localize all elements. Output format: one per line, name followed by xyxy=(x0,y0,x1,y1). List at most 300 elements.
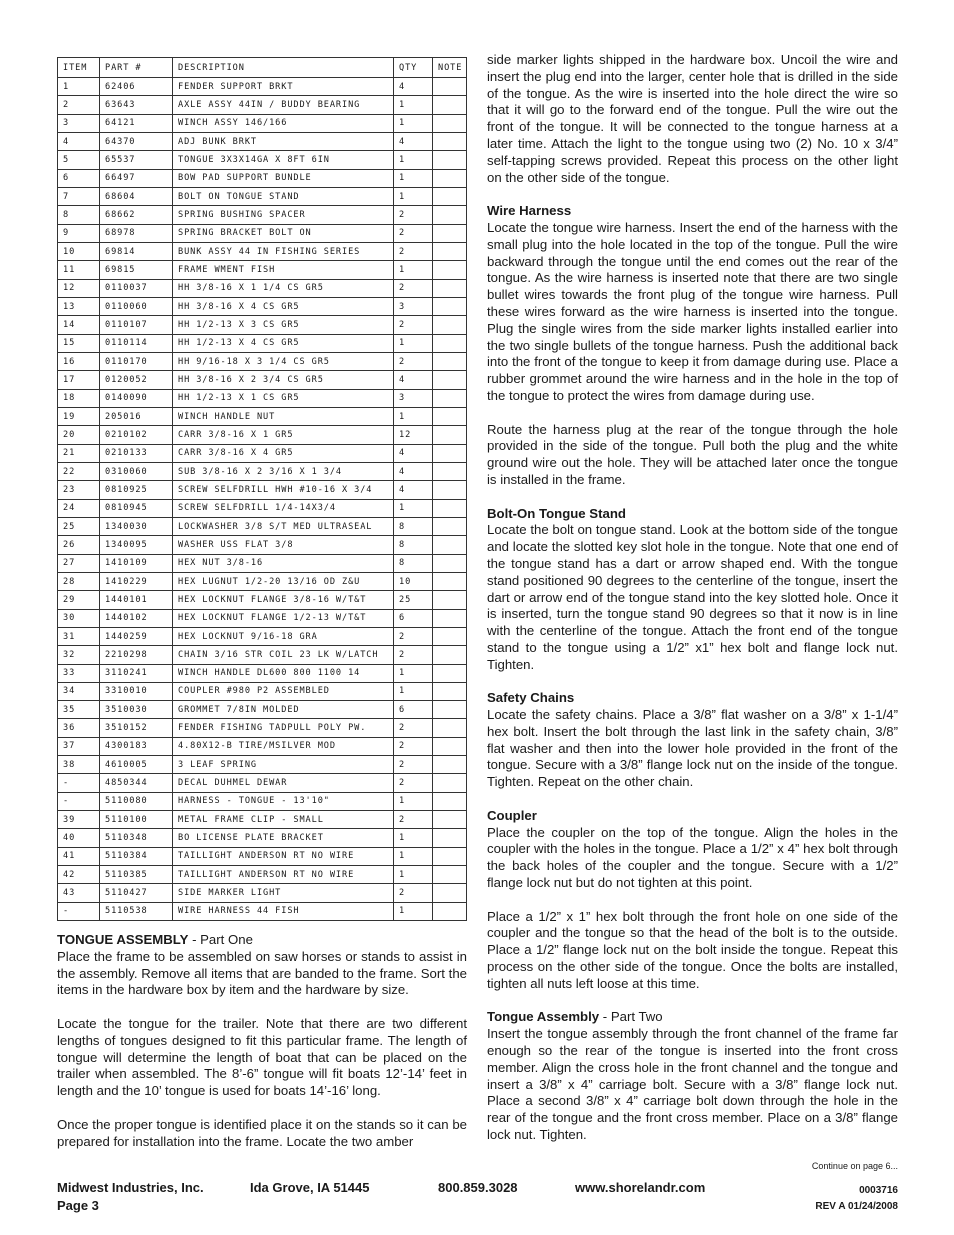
cell-description: HH 1/2-13 X 4 CS GR5 xyxy=(173,334,394,352)
cell-item: 15 xyxy=(58,334,100,352)
cell-item: 6 xyxy=(58,169,100,187)
cell-note xyxy=(433,902,467,920)
cell-part-number: 69814 xyxy=(100,242,173,260)
cell-description: CARR 3/8-16 X 4 GR5 xyxy=(173,444,394,462)
cell-item: 4 xyxy=(58,132,100,150)
cell-qty: 1 xyxy=(394,499,433,517)
cell-item: 9 xyxy=(58,224,100,242)
cell-note xyxy=(433,646,467,664)
cell-description: WIRE HARNESS 44 FISH xyxy=(173,902,394,920)
table-row xyxy=(58,609,467,627)
cell-qty: 2 xyxy=(394,206,433,224)
cell-part-number: 0210133 xyxy=(100,444,173,462)
cell-item: 12 xyxy=(58,279,100,297)
cell-note xyxy=(433,866,467,884)
cell-item: 13 xyxy=(58,297,100,315)
right-text-column xyxy=(487,52,898,1144)
cell-part-number: 0310060 xyxy=(100,462,173,480)
table-row xyxy=(58,78,467,96)
cell-qty: 1 xyxy=(394,261,433,279)
cell-item: 28 xyxy=(58,572,100,590)
cell-part-number: 68662 xyxy=(100,206,173,224)
table-row xyxy=(58,572,467,590)
cell-part-number: 0110107 xyxy=(100,316,173,334)
cell-item: 37 xyxy=(58,737,100,755)
section-heading: Tongue Assembly xyxy=(487,1009,600,1025)
cell-item: 39 xyxy=(58,811,100,829)
cell-note xyxy=(433,847,467,865)
footer-doc-number: 0003716 xyxy=(859,1185,898,1196)
table-row xyxy=(58,169,467,187)
cell-description: WINCH HANDLE NUT xyxy=(173,407,394,425)
cell-note xyxy=(433,371,467,389)
cell-part-number: 3510152 xyxy=(100,719,173,737)
table-row xyxy=(58,646,467,664)
cell-item: 40 xyxy=(58,829,100,847)
cell-qty: 2 xyxy=(394,279,433,297)
cell-note xyxy=(433,884,467,902)
cell-item: 5 xyxy=(58,151,100,169)
cell-note xyxy=(433,187,467,205)
cell-note xyxy=(433,572,467,590)
cell-note xyxy=(433,481,467,499)
cell-part-number: 0810925 xyxy=(100,481,173,499)
cell-part-number: 64370 xyxy=(100,132,173,150)
cell-description: ADJ BUNK BRKT xyxy=(173,132,394,150)
table-row xyxy=(58,96,467,114)
header-description: DESCRIPTION xyxy=(173,58,394,78)
cell-item: 29 xyxy=(58,591,100,609)
cell-part-number: 68978 xyxy=(100,224,173,242)
cell-note xyxy=(433,499,467,517)
paragraph: Insert the tongue assembly through the front channel of the frame far enough so the rear of the tongue is inserted into the front cross member. Align the cross hole in the front channel and the tongue and insert a 3/8” x 4” carriage bolt. Secure with a 3/8” flange lock nut. Place a second 3/8” x 4” carriage bolt down through the hole in the rear of the tongue and the front cross member. Place on a 3/8” flange lock nut. Tighten. xyxy=(487,1026,898,1142)
cell-description: HH 1/2-13 X 1 CS GR5 xyxy=(173,389,394,407)
cell-description: TAILLIGHT ANDERSON RT NO WIRE xyxy=(173,866,394,884)
cell-item: 22 xyxy=(58,462,100,480)
cell-item: 42 xyxy=(58,866,100,884)
cell-item: 30 xyxy=(58,609,100,627)
table-row xyxy=(58,902,467,920)
cell-part-number: 2210298 xyxy=(100,646,173,664)
cell-note xyxy=(433,719,467,737)
tongue-assembly-part-one-heading xyxy=(57,932,467,949)
cell-qty: 2 xyxy=(394,352,433,370)
safety-chains-heading: Safety Chains xyxy=(487,690,575,706)
cell-item: - xyxy=(58,792,100,810)
cell-note xyxy=(433,132,467,150)
cell-item: 3 xyxy=(58,114,100,132)
cell-part-number: 1410229 xyxy=(100,572,173,590)
cell-part-number: 0110037 xyxy=(100,279,173,297)
paragraph: Locate the safety chains. Place a 3/8” flat washer on a 3/8” x 1-1/4” hex bolt. Insert the bolt through the last link in the safety chain, 3/8” flat washer and then into the lower hole provided in the front of the tongue. Secure with a 3/8” flange lock nut on the inside of the tongue. Tighten. Repeat on the other chain. xyxy=(487,707,898,790)
cell-part-number: 0140090 xyxy=(100,389,173,407)
cell-part-number: 4610005 xyxy=(100,756,173,774)
cell-description: FRAME WMENT FISH xyxy=(173,261,394,279)
cell-item: 1 xyxy=(58,78,100,96)
cell-qty: 4 xyxy=(394,462,433,480)
cell-note xyxy=(433,792,467,810)
cell-part-number: 205016 xyxy=(100,407,173,425)
footer-city: Ida Grove, IA 51445 xyxy=(250,1180,370,1195)
cell-item: 18 xyxy=(58,389,100,407)
cell-description: FENDER SUPPORT BRKT xyxy=(173,78,394,96)
header-item: ITEM xyxy=(58,58,100,78)
cell-description: METAL FRAME CLIP - SMALL xyxy=(173,811,394,829)
cell-item: 36 xyxy=(58,719,100,737)
cell-part-number: 5110538 xyxy=(100,902,173,920)
section-subheading: - Part One xyxy=(188,932,253,947)
cell-item: 19 xyxy=(58,407,100,425)
cell-note xyxy=(433,701,467,719)
cell-part-number: 1440102 xyxy=(100,609,173,627)
cell-part-number: 0110060 xyxy=(100,297,173,315)
cell-note xyxy=(433,536,467,554)
cell-description: HH 9/16-18 X 3 1/4 CS GR5 xyxy=(173,352,394,370)
table-row xyxy=(58,334,467,352)
cell-description: SCREW SELFDRILL 1/4-14X3/4 xyxy=(173,499,394,517)
cell-note xyxy=(433,224,467,242)
table-row xyxy=(58,224,467,242)
cell-description: CHAIN 3/16 STR COIL 23 LK W/LATCH xyxy=(173,646,394,664)
table-row xyxy=(58,884,467,902)
table-row xyxy=(58,536,467,554)
cell-note xyxy=(433,737,467,755)
cell-qty: 6 xyxy=(394,701,433,719)
cell-item: 10 xyxy=(58,242,100,260)
footer-page-number: Page 3 xyxy=(57,1198,99,1213)
cell-description: TAILLIGHT ANDERSON RT NO WIRE xyxy=(173,847,394,865)
cell-part-number: 1340095 xyxy=(100,536,173,554)
cell-description: BO LICENSE PLATE BRACKET xyxy=(173,829,394,847)
cell-qty: 2 xyxy=(394,242,433,260)
table-row xyxy=(58,242,467,260)
cell-description: DECAL DUHMEL DEWAR xyxy=(173,774,394,792)
footer-website: www.shorelandr.com xyxy=(575,1180,706,1195)
table-row xyxy=(58,407,467,425)
table-row xyxy=(58,737,467,755)
table-row xyxy=(58,316,467,334)
table-row xyxy=(58,847,467,865)
cell-note xyxy=(433,664,467,682)
bolt-on-tongue-stand-heading: Bolt-On Tongue Stand xyxy=(487,505,626,521)
cell-qty: 1 xyxy=(394,96,433,114)
paragraph: Locate the tongue for the trailer. Note that there are two different lengths of tongues designed to fit this particular frame. The length of tongue will determine the length of boat that can be placed on the trailer when assembled. The 8’-6” tongue will fit boats 12’-14’ feet in length and the 10’ tongue is used for boats 14’-16’ long. xyxy=(57,1015,467,1099)
cell-qty: 2 xyxy=(394,316,433,334)
table-row xyxy=(58,151,467,169)
table-row xyxy=(58,499,467,517)
cell-description: HH 3/8-16 X 4 CS GR5 xyxy=(173,297,394,315)
cell-qty: 1 xyxy=(394,151,433,169)
footer-revision: REV A 01/24/2008 xyxy=(815,1201,898,1212)
cell-description: WINCH ASSY 146/166 xyxy=(173,114,394,132)
cell-item: 23 xyxy=(58,481,100,499)
cell-note xyxy=(433,151,467,169)
cell-qty: 8 xyxy=(394,536,433,554)
cell-qty: 1 xyxy=(394,792,433,810)
paragraph: Place the frame to be assembled on saw horses or stands to assist in the assembly. Remove all items that are banded to the frame. Sort the items in the hardware box by item and the hardware by size. xyxy=(57,948,467,998)
cell-qty: 1 xyxy=(394,187,433,205)
cell-description: LOCKWASHER 3/8 S/T MED ULTRASEAL xyxy=(173,517,394,535)
cell-qty: 25 xyxy=(394,591,433,609)
cell-note xyxy=(433,279,467,297)
cell-qty: 2 xyxy=(394,884,433,902)
table-row xyxy=(58,481,467,499)
cell-description: HEX LUGNUT 1/2-20 13/16 OD Z&U xyxy=(173,572,394,590)
cell-note xyxy=(433,334,467,352)
cell-item: - xyxy=(58,902,100,920)
cell-description: COUPLER #980 P2 ASSEMBLED xyxy=(173,682,394,700)
parts-table-body xyxy=(58,78,467,921)
section-subheading: - Part Two xyxy=(599,1009,663,1025)
cell-item: 27 xyxy=(58,554,100,572)
cell-item: 24 xyxy=(58,499,100,517)
parts-list-table xyxy=(57,57,467,921)
table-row xyxy=(58,389,467,407)
table-row xyxy=(58,682,467,700)
cell-note xyxy=(433,96,467,114)
cell-part-number: 0810945 xyxy=(100,499,173,517)
cell-note xyxy=(433,444,467,462)
table-row xyxy=(58,756,467,774)
cell-item: 26 xyxy=(58,536,100,554)
table-row xyxy=(58,829,467,847)
cell-note xyxy=(433,426,467,444)
cell-note xyxy=(433,297,467,315)
table-row xyxy=(58,426,467,444)
cell-note xyxy=(433,517,467,535)
cell-note xyxy=(433,169,467,187)
table-header-row xyxy=(58,58,467,78)
cell-description: HEX LOCKNUT 9/16-18 GRA xyxy=(173,627,394,645)
header-note: NOTE xyxy=(433,58,467,78)
cell-qty: 4 xyxy=(394,78,433,96)
cell-qty: 3 xyxy=(394,389,433,407)
cell-part-number: 1440259 xyxy=(100,627,173,645)
footer-company: Midwest Industries, Inc. xyxy=(57,1180,204,1195)
continue-note: Continue on page 6... xyxy=(811,1161,898,1171)
cell-description: BOLT ON TONGUE STAND xyxy=(173,187,394,205)
table-row xyxy=(58,114,467,132)
cell-description: FENDER FISHING TADPULL POLY PW. xyxy=(173,719,394,737)
cell-description: HH 3/8-16 X 2 3/4 CS GR5 xyxy=(173,371,394,389)
cell-item: 8 xyxy=(58,206,100,224)
cell-description: GROMMET 7/8IN MOLDED xyxy=(173,701,394,719)
cell-item: 2 xyxy=(58,96,100,114)
cell-qty: 1 xyxy=(394,682,433,700)
table-row xyxy=(58,132,467,150)
cell-part-number: 4850344 xyxy=(100,774,173,792)
cell-part-number: 3510030 xyxy=(100,701,173,719)
cell-part-number: 3310010 xyxy=(100,682,173,700)
cell-qty: 6 xyxy=(394,609,433,627)
cell-note xyxy=(433,554,467,572)
cell-qty: 8 xyxy=(394,554,433,572)
cell-qty: 2 xyxy=(394,719,433,737)
cell-part-number: 4300183 xyxy=(100,737,173,755)
cell-item: 21 xyxy=(58,444,100,462)
cell-part-number: 66497 xyxy=(100,169,173,187)
cell-item: 31 xyxy=(58,627,100,645)
paragraph: Once the proper tongue is identified place it on the stands so it can be prepared for installation into the frame. Locate the two amber xyxy=(57,1116,467,1149)
cell-note xyxy=(433,682,467,700)
cell-description: SCREW SELFDRILL HWH #10-16 X 3/4 xyxy=(173,481,394,499)
table-row xyxy=(58,701,467,719)
cell-note xyxy=(433,811,467,829)
cell-note xyxy=(433,316,467,334)
cell-part-number: 5110384 xyxy=(100,847,173,865)
wire-harness-heading: Wire Harness xyxy=(487,203,572,219)
cell-note xyxy=(433,591,467,609)
table-row xyxy=(58,554,467,572)
cell-description: BUNK ASSY 44 IN FISHING SERIES xyxy=(173,242,394,260)
cell-qty: 2 xyxy=(394,756,433,774)
cell-qty: 2 xyxy=(394,627,433,645)
cell-part-number: 1410109 xyxy=(100,554,173,572)
table-row xyxy=(58,297,467,315)
cell-note xyxy=(433,829,467,847)
table-row xyxy=(58,462,467,480)
cell-part-number: 1340030 xyxy=(100,517,173,535)
table-row xyxy=(58,187,467,205)
cell-qty: 3 xyxy=(394,297,433,315)
paragraph: Locate the tongue wire harness. Insert the end of the harness with the small plug into the hole located in the top of the tongue. Pull the wire backward through the tongue until the end comes out the rear of the tongue. As the wire harness is inserted note that there are two single bullet wires towards the front plug of the tongue wire harness. Pull these wires forward as the wire harness is inserted into the tongue. Plug the single wires from the side marker lights installed earlier into the two single bullets of the tongue harness. Push the additional back into the front of the tongue to keep it from damage during use. Place a rubber grommet around the wire harness and in the hole in the top of the tongue to protect the wires from damage during use. xyxy=(487,219,898,403)
cell-description: HH 3/8-16 X 1 1/4 CS GR5 xyxy=(173,279,394,297)
cell-description: SPRING BUSHING SPACER xyxy=(173,206,394,224)
cell-note xyxy=(433,609,467,627)
paragraph: Place a 1/2” x 1” hex bolt through the front hole on one side of the coupler and the tongue so that the head of the bolt is to the outside. Place a 1/2” flange lock nut on the bolt inside the tongue. Repeat this process on the other side of the tongue. Once the bolts are installed, tighten all nuts left loose at this time. xyxy=(487,908,898,991)
cell-description: 4.80X12-B TIRE/MSILVER MOD xyxy=(173,737,394,755)
cell-description: SUB 3/8-16 X 2 3/16 X 1 3/4 xyxy=(173,462,394,480)
cell-qty: 1 xyxy=(394,847,433,865)
footer-phone: 800.859.3028 xyxy=(438,1180,518,1195)
cell-item: 11 xyxy=(58,261,100,279)
cell-item: 34 xyxy=(58,682,100,700)
cell-qty: 8 xyxy=(394,517,433,535)
cell-description: 3 LEAF SPRING xyxy=(173,756,394,774)
cell-qty: 2 xyxy=(394,224,433,242)
cell-part-number: 0120052 xyxy=(100,371,173,389)
cell-part-number: 5110427 xyxy=(100,884,173,902)
cell-item: 35 xyxy=(58,701,100,719)
paragraph: Place the coupler on the top of the tongue. Align the holes in the coupler with the holes in the tongue. Place a 1/2” x 4” hex bolt through the back holes of the coupler and the tongue. Secure with a 1/2” flange lock nut but do not tighten at this point. xyxy=(487,824,898,891)
cell-part-number: 5110080 xyxy=(100,792,173,810)
table-row xyxy=(58,792,467,810)
cell-note xyxy=(433,462,467,480)
cell-description: HEX NUT 3/8-16 xyxy=(173,554,394,572)
cell-item: 14 xyxy=(58,316,100,334)
table-row xyxy=(58,206,467,224)
cell-qty: 1 xyxy=(394,169,433,187)
cell-note xyxy=(433,206,467,224)
header-part-number: PART # xyxy=(100,58,173,78)
table-row xyxy=(58,279,467,297)
cell-description: TONGUE 3X3X14GA X 8FT 6IN xyxy=(173,151,394,169)
cell-item: 32 xyxy=(58,646,100,664)
tongue-assembly-part-two-heading xyxy=(487,1009,898,1026)
cell-part-number: 69815 xyxy=(100,261,173,279)
table-row xyxy=(58,444,467,462)
cell-note xyxy=(433,261,467,279)
cell-qty: 4 xyxy=(394,444,433,462)
table-row xyxy=(58,664,467,682)
coupler-heading: Coupler xyxy=(487,807,537,823)
cell-qty: 4 xyxy=(394,481,433,499)
cell-note xyxy=(433,242,467,260)
header-qty: QTY xyxy=(394,58,433,78)
table-row xyxy=(58,866,467,884)
cell-qty: 12 xyxy=(394,426,433,444)
cell-item: 43 xyxy=(58,884,100,902)
cell-part-number: 0110170 xyxy=(100,352,173,370)
cell-item: 20 xyxy=(58,426,100,444)
cell-description: HEX LOCKNUT FLANGE 1/2-13 W/T&T xyxy=(173,609,394,627)
cell-item: 7 xyxy=(58,187,100,205)
cell-qty: 1 xyxy=(394,866,433,884)
cell-part-number: 68604 xyxy=(100,187,173,205)
cell-item: 38 xyxy=(58,756,100,774)
cell-qty: 2 xyxy=(394,774,433,792)
cell-item: 17 xyxy=(58,371,100,389)
cell-qty: 1 xyxy=(394,902,433,920)
cell-part-number: 3110241 xyxy=(100,664,173,682)
cell-item: 25 xyxy=(58,517,100,535)
cell-part-number: 5110348 xyxy=(100,829,173,847)
cell-qty: 2 xyxy=(394,811,433,829)
cell-description: HARNESS - TONGUE - 13'10" xyxy=(173,792,394,810)
cell-description: WASHER USS FLAT 3/8 xyxy=(173,536,394,554)
cell-part-number: 65537 xyxy=(100,151,173,169)
paragraph: side marker lights shipped in the hardware box. Uncoil the wire and insert the plug end into the larger, center hole that is drilled in the side of the tongue. As the wire is inserted into the hole direct the wire so that it will go to the forward end of the tongue. Pull the wire out the front of the tongue. It will be connected to the tongue harness at a later time. Attach the light to the tongue using two (2) No. 10 x 3/4” self-tapping screws provided. Repeat this process on the other light on the other side of the tongue. xyxy=(487,52,898,185)
cell-description: AXLE ASSY 44IN / BUDDY BEARING xyxy=(173,96,394,114)
cell-note xyxy=(433,756,467,774)
table-row xyxy=(58,774,467,792)
cell-qty: 1 xyxy=(394,829,433,847)
cell-part-number: 5110100 xyxy=(100,811,173,829)
table-row xyxy=(58,517,467,535)
cell-part-number: 63643 xyxy=(100,96,173,114)
paragraph: Locate the bolt on tongue stand. Look at the bottom side of the tongue and locate the slotted key slot hole in the tongue. Note that one end of the tongue stand has a dart or arrow shaped end. With the tongue stand positioned 90 degrees to the centerline of the tongue, insert the dart or arrow end of the tongue stand into the key slotted hole. Once it is inserted, turn the tongue stand 90 degrees so that it now is in line with the centerline of the tongue. Attach the front end of the tongue stand to the tongue using a 1/2” x1” hex bolt and flange lock nut. Tighten. xyxy=(487,522,898,672)
cell-qty: 1 xyxy=(394,334,433,352)
cell-qty: 1 xyxy=(394,407,433,425)
cell-note xyxy=(433,389,467,407)
cell-qty: 2 xyxy=(394,737,433,755)
cell-qty: 1 xyxy=(394,664,433,682)
cell-item: - xyxy=(58,774,100,792)
cell-description: CARR 3/8-16 X 1 GR5 xyxy=(173,426,394,444)
cell-note xyxy=(433,774,467,792)
cell-description: WINCH HANDLE DL600 800 1100 14 xyxy=(173,664,394,682)
cell-description: HEX LOCKNUT FLANGE 3/8-16 W/T&T xyxy=(173,591,394,609)
left-text-column xyxy=(57,932,467,1150)
cell-description: SPRING BRACKET BOLT ON xyxy=(173,224,394,242)
cell-item: 16 xyxy=(58,352,100,370)
cell-qty: 4 xyxy=(394,132,433,150)
cell-note xyxy=(433,78,467,96)
cell-qty: 1 xyxy=(394,114,433,132)
cell-part-number: 0210102 xyxy=(100,426,173,444)
paragraph: Route the harness plug at the rear of the tongue through the hole provided in the side of the tongue. Pull both the plug and the white ground wire out the hole. They will be attached later once the tongue is installed in the frame. xyxy=(487,421,898,487)
table-row xyxy=(58,261,467,279)
table-row xyxy=(58,352,467,370)
table-row xyxy=(58,591,467,609)
table-row xyxy=(58,627,467,645)
cell-part-number: 64121 xyxy=(100,114,173,132)
cell-note xyxy=(433,352,467,370)
cell-note xyxy=(433,627,467,645)
cell-qty: 4 xyxy=(394,371,433,389)
cell-description: HH 1/2-13 X 3 CS GR5 xyxy=(173,316,394,334)
cell-qty: 10 xyxy=(394,572,433,590)
